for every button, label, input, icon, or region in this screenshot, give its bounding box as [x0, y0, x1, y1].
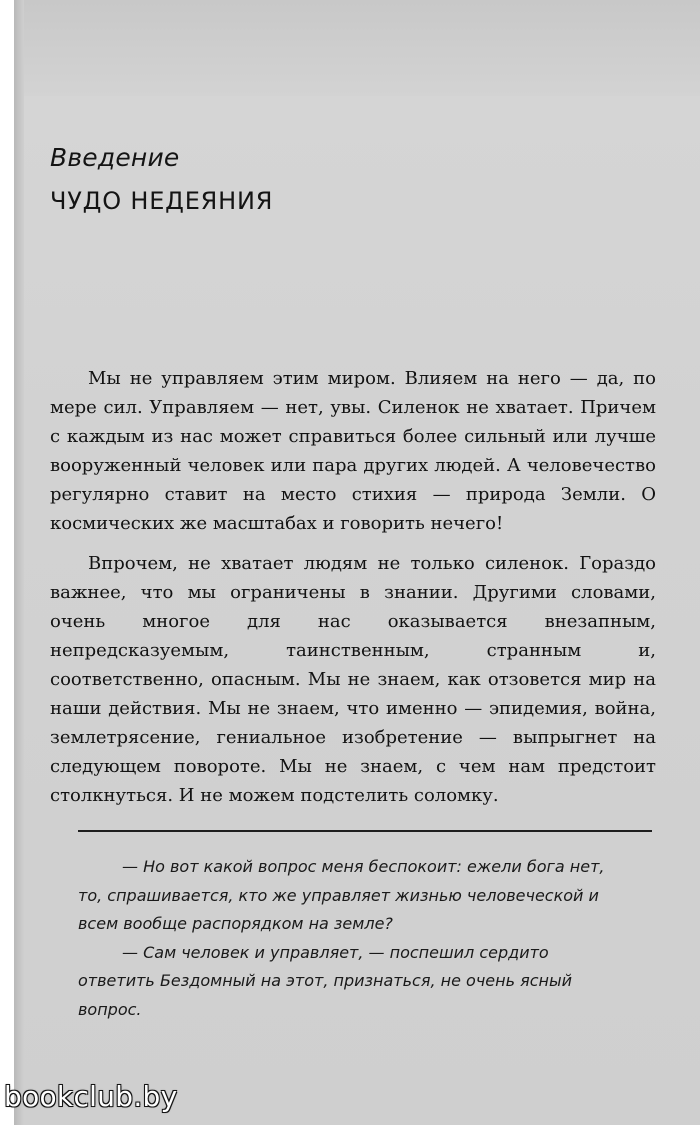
epigraph-paragraph: — Сам человек и управляет, — поспешил сердито ответить Бездомный на этот, признаться, не очень ясный вопрос.: [78, 942, 572, 1019]
page-left-edge: [14, 0, 24, 1125]
chapter-title: ЧУДО НЕДЕЯНИЯ: [50, 187, 274, 215]
chapter-label: Введение: [50, 143, 180, 172]
body-paragraph: Впрочем, не хватает людям не только силенок. Гораздо важнее, что мы ограничены в знании. Другими словами, очень многое для нас оказывается внезапным, непредсказуемым, таинственным, странным и, соответственно, опасным. Мы не знаем, как отзовется мир на наши действия. Мы не знаем, что именно — эпидемия, война, землетрясение, гениальное изобретение — выпрыгнет на следующем повороте. Мы не знаем, с чем нам предстоит столкнуться. И не можем подстелить соломку.: [50, 553, 656, 806]
body-paragraph: Мы не управляем этим миром. Влияем на него — да, по мере сил. Управляем — нет, увы. Силенок не хватает. Причем с каждым из нас может справиться более сильный или лучше вооруженный человек или пара других людей. А человечество регулярно ставит на место стихия — природа Земли. О космических же масштабах и говорить нечего!: [50, 368, 656, 534]
page-top-shadow: [14, 0, 700, 96]
epigraph-divider: [78, 830, 652, 832]
body-text: [50, 364, 656, 821]
epigraph-quote: [78, 853, 618, 1024]
epigraph-paragraph: — Но вот какой вопрос меня беспокоит: ежели бога нет, то, спрашивается, кто же управляет жизнью человеческой и всем вообще распорядком на земле?: [78, 857, 605, 933]
book-page: [14, 0, 700, 1125]
watermark-logo: bookclub.by: [4, 1080, 178, 1113]
